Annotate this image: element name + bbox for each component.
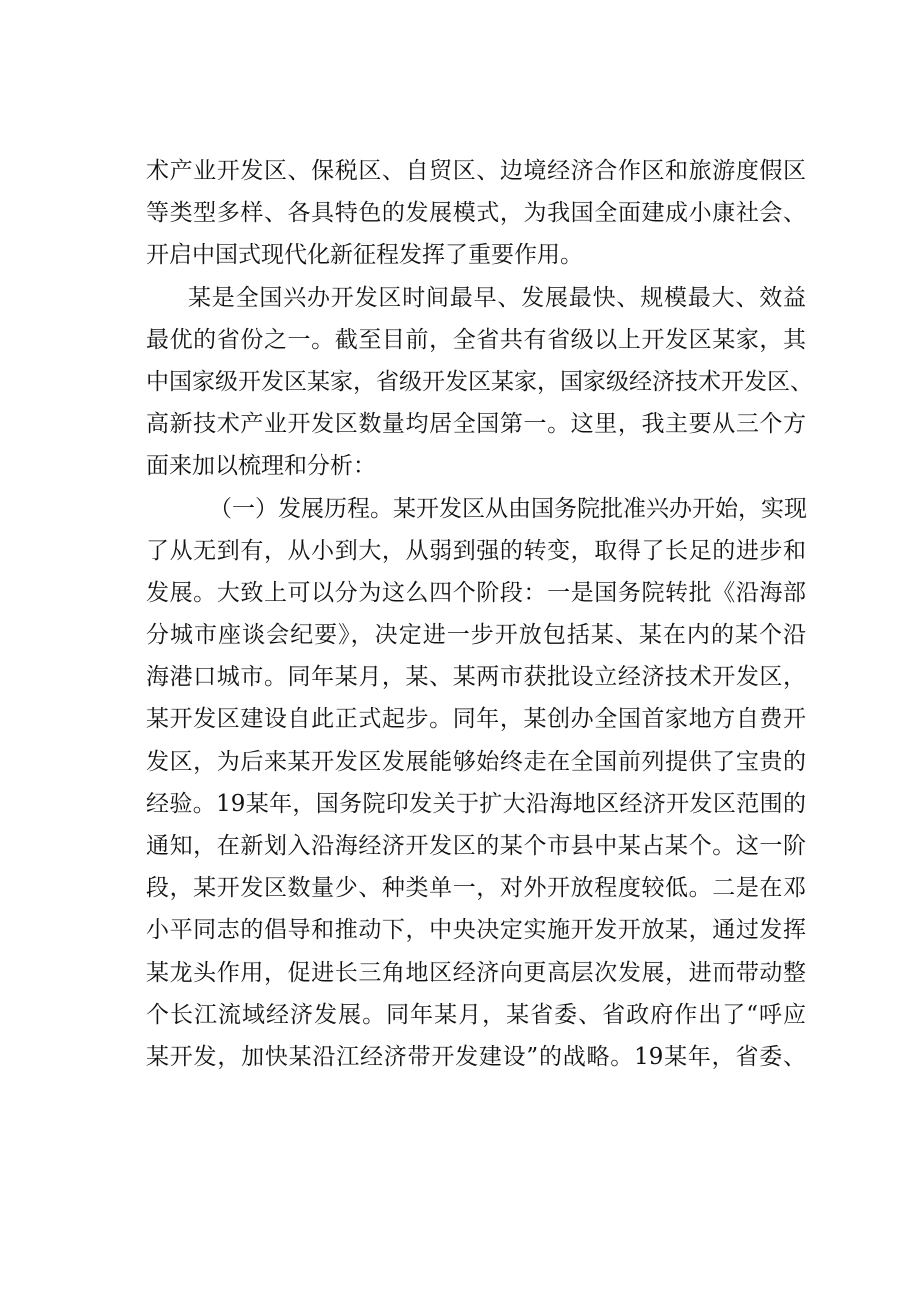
section-heading-line: （一）发展历程。某开发区从由国务院批准兴办开始，实现	[209, 495, 807, 522]
text-line: 通知，在新划入沿海经济开发区的某个市县中某占某个。这一阶	[146, 833, 806, 859]
text-line: 经验。19某年，国务院印发关于扩大沿海地区经济开发区范围的	[146, 790, 806, 817]
text-line: 中国家级开发区某家，省级开发区某家，国家级经济技术开发区、	[146, 368, 813, 395]
text-line: 高新技术产业开发区数量均居全国第一。这里，我主要从三个方	[146, 411, 806, 438]
text-line: 开启中国式现代化新征程发挥了重要作用。	[146, 242, 583, 269]
text-line: 某开发，加快某沿江经济带开发建设”的战略。19某年，省委、	[146, 1043, 806, 1070]
text-line: 面来加以梳理和分析：	[146, 453, 376, 480]
text-line: 最优的省份之一。截至目前，全省共有省级以上开发区某家，其	[146, 326, 806, 353]
paragraph-first-line: 某是全国兴办开发区时间最早、发展最快、规模最大、效益	[188, 284, 806, 311]
text-line: 段，某开发区数量少、种类单一，对外开放程度较低。二是在邓	[146, 875, 806, 902]
text-line: 某开发区建设自此正式起步。同年，某创办全国首家地方自费开	[146, 706, 806, 733]
text-line: 个长江流域经济发展。同年某月，某省委、省政府作出了“呼应	[146, 1001, 806, 1028]
text-line: 分城市座谈会纪要》，决定进一步开放包括某、某在内的某个沿	[146, 622, 806, 649]
text-line: 发展。大致上可以分为这么四个阶段：一是国务院转批《沿海部	[146, 579, 806, 606]
text-line: 等类型多样、各具特色的发展模式，为我国全面建成小康社会、	[146, 200, 806, 227]
body-text	[146, 150, 813, 1078]
text-line: 小平同志的倡导和推动下，中央决定实施开发开放某，通过发挥	[146, 917, 806, 944]
text-line: 海港口城市。同年某月，某、某两市获批设立经济技术开发区，	[146, 664, 806, 691]
text-line: 了从无到有，从小到大，从弱到强的转变，取得了长足的进步和	[146, 537, 806, 564]
text-line: 某龙头作用，促进长三角地区经济向更高层次发展，进而带动整	[146, 959, 806, 986]
text-line: 发区，为后来某开发区发展能够始终走在全国前列提供了宝贵的	[146, 748, 806, 775]
text-line: 术产业开发区、保税区、自贸区、边境经济合作区和旅游度假区	[146, 158, 806, 184]
